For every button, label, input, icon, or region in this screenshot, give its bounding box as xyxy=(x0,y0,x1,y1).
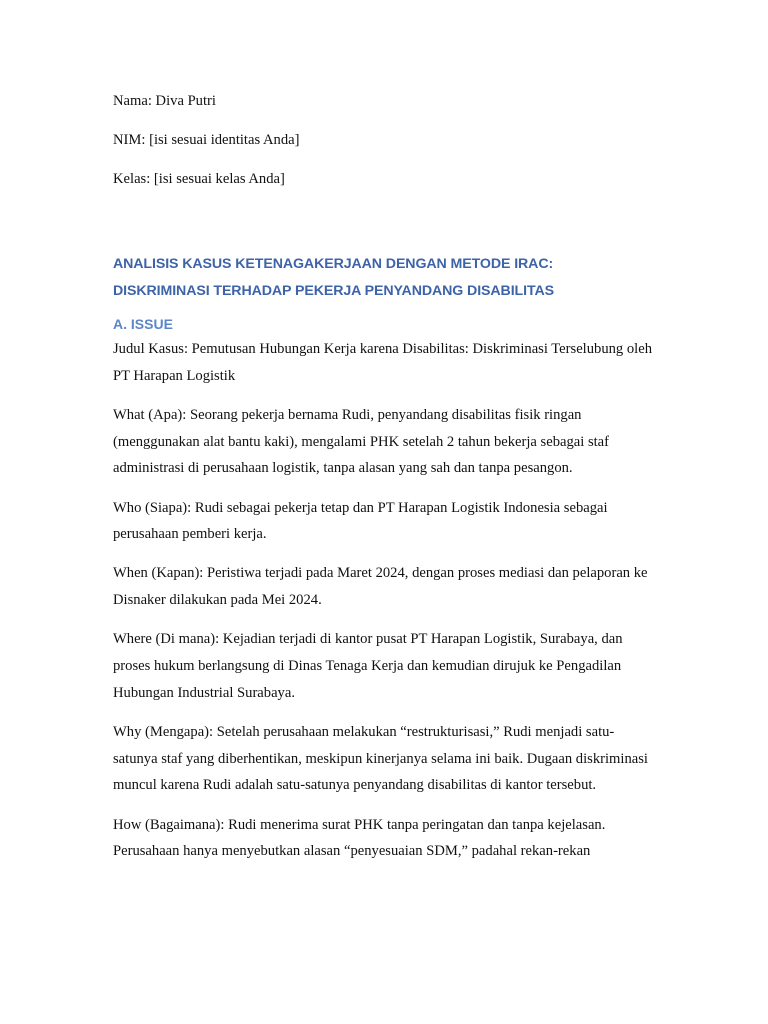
student-class: Kelas: [isi sesuai kelas Anda] xyxy=(113,171,285,187)
document-title-line-2: DISKRIMINASI TERHADAP PEKERJA PENYANDANG DISABILITAS xyxy=(113,282,554,299)
paragraph-where: Where (Di mana): Kejadian terjadi di kantor pusat PT Harapan Logistik, Surabaya, dan proses hukum berlangsung di Dinas Tenaga Kerja dan kemudian dirujuk ke Pengadilan Hubungan Industrial Surabaya. xyxy=(113,631,623,701)
document-title xyxy=(113,251,653,304)
paragraph-why: Why (Mengapa): Setelah perusahaan melakukan “restrukturisasi,” Rudi menjadi satu-satunya staf yang diberhentikan, meskipun kinerjanya selama ini baik. Dugaan diskriminasi muncul karena Rudi adalah satu-satunya penyandang disabilitas di kantor tersebut. xyxy=(113,723,648,794)
section-a-heading: A. ISSUE xyxy=(113,316,173,332)
student-name: Nama: Diva Putri xyxy=(113,93,216,109)
paragraph-case-title: Judul Kasus: Pemutusan Hubungan Kerja karena Disabilitas: Diskriminasi Terselubung oleh PT Harapan Logistik xyxy=(113,341,652,384)
paragraph-how: How (Bagaimana): Rudi menerima surat PHK tanpa peringatan dan tanpa kejelasan. Perusahaan hanya menyebutkan alasan “penyesuaian SDM,” padahal rekan-rekan xyxy=(113,816,606,860)
document-title-line-1: ANALISIS KASUS KETENAGAKERJAAN DENGAN METODE IRAC: xyxy=(113,256,554,272)
student-nim: NIM: [isi sesuai identitas Anda] xyxy=(113,132,300,148)
paragraph-who: Who (Siapa): Rudi sebagai pekerja tetap dan PT Harapan Logistik Indonesia sebagai perusahaan pemberi kerja. xyxy=(113,499,608,543)
paragraph-when: When (Kapan): Peristiwa terjadi pada Maret 2024, dengan proses mediasi dan pelaporan ke Disnaker dilakukan pada Mei 2024. xyxy=(113,565,648,609)
document-body xyxy=(113,92,653,877)
paragraph-what: What (Apa): Seorang pekerja bernama Rudi, penyandang disabilitas fisik ringan (menggunakan alat bantu kaki), mengalami PHK setelah 2 tahun bekerja sebagai staf administrasi di perusahaan logistik, tanpa alasan yang sah dan tanpa pesangon. xyxy=(113,406,610,477)
